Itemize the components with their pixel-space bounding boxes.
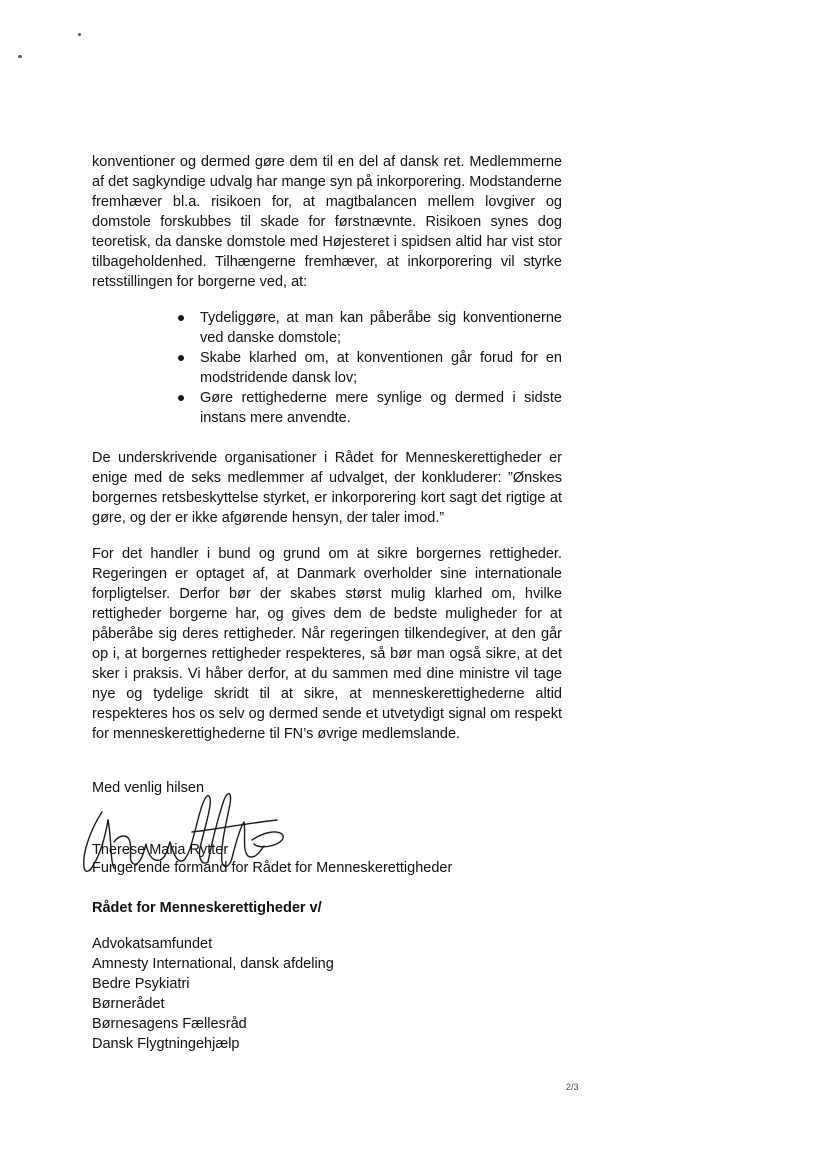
paragraph-2: De underskrivende organisationer i Rådet for Menneskerettigheder er enige med de seks medlemmer af udvalget, der konkluderer: ”Ønskes borgernes retsbeskyttelse styrket, er inkorporering kort sagt det rigtige at gøre, og der er ikke afgørende hensyn, der taler imod.” <box>92 450 562 526</box>
member-item: Advokatsamfundet <box>92 936 213 952</box>
member-item: Bedre Psykiatri <box>92 976 190 992</box>
bullet-text: Gøre rettighederne mere synlige og dermed i sidste instans mere anvendte. <box>200 390 562 426</box>
member-list <box>92 934 334 1054</box>
bullet-item <box>176 348 562 388</box>
bullet-item <box>176 308 562 348</box>
bullet-icon <box>178 315 184 321</box>
member-item: Amnesty International, dansk afdeling <box>92 956 334 972</box>
paragraph-3: For det handler i bund og grund om at sikre borgernes rettigheder. Regeringen er optaget af, at Danmark overholder sine internationale forpligtelser. Derfor bør der skabes størst mulig klarhed om, hvilke rettigheder borgerne har, og gives dem de bedste muligheder for at påberåbe sig deres rettigheder. Når regeringen tilkendegiver, at den går op i, at borgernes rettigheder respekteres, så bør man også sikre, at det sker i praksis. Vi håber derfor, at du sammen med dine ministre vil tage nye og tydelige skridt til at sikre, at menneskerettighederne altid respekteres hos os selv og dermed sende et utvetydigt signal om respekt for menneskerettighederne til FN’s øvrige medlemslande. <box>92 546 562 742</box>
member-item: Dansk Flygtningehjælp <box>92 1036 240 1052</box>
bullet-icon <box>178 395 184 401</box>
bullet-text: Tydeliggøre, at man kan påberåbe sig konventionerne ved danske domstole; <box>200 310 562 346</box>
signer-title: Fungerende formand for Rådet for Menneskerettigheder <box>92 860 453 876</box>
closing-greeting: Med venlig hilsen <box>92 780 205 796</box>
scan-speck <box>18 55 22 58</box>
bullet-list <box>176 308 562 428</box>
paragraph-1: konventioner og dermed gøre dem til en del af dansk ret. Medlemmerne af det sagkyndige udvalg har mange syn på inkorporering. Modstanderne fremhæver bl.a. risikoen for, at magtbalancen mellem lovgiver og domstole forskubbes til skade for førstnævnte. Risikoen synes dog teoretisk, da danske domstole med Højesteret i spidsen altid har vist stor tilbageholdenhed. Tilhængerne fremhæver, at inkorporering vil styrke retsstillingen for borgerne ved, at: <box>92 154 562 290</box>
council-heading: Rådet for Menneskerettigheder v/ <box>92 900 322 916</box>
signer-name: Therese Maria Rytter <box>92 842 229 858</box>
scan-speck <box>78 33 81 36</box>
member-item: Børnerådet <box>92 996 165 1012</box>
member-item: Børnesagens Fællesråd <box>92 1016 247 1032</box>
page-number: 2/3 <box>566 1082 579 1092</box>
bullet-icon <box>178 355 184 361</box>
bullet-item <box>176 388 562 428</box>
bullet-text: Skabe klarhed om, at konventionen går forud for en modstridende dansk lov; <box>200 350 562 386</box>
